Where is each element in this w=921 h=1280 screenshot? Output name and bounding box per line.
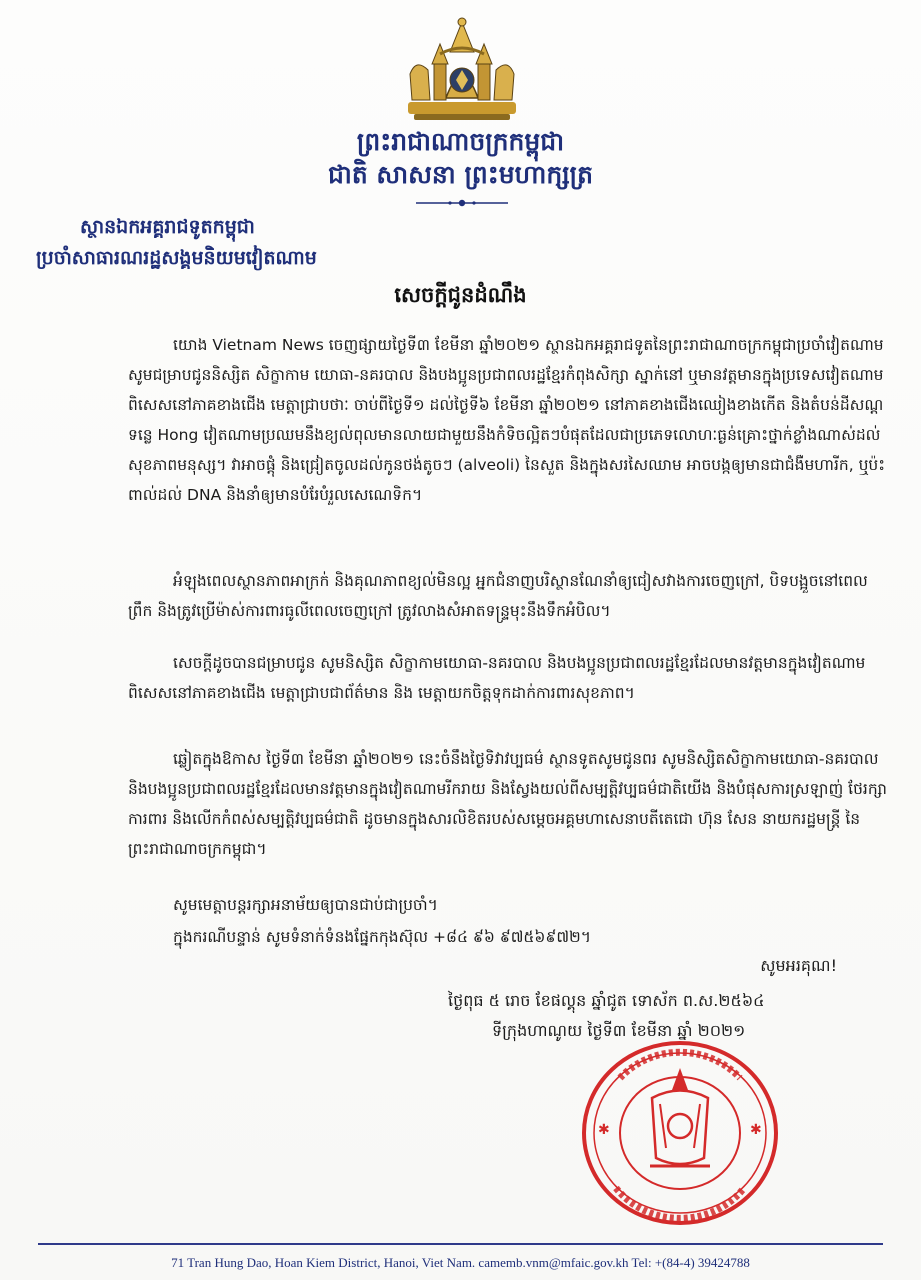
embassy-name: ស្ថានឯកអគ្គរាជទូតកម្ពុជា <box>80 216 255 238</box>
paragraph-hygiene: សូមមេត្តាបន្តរក្សាអនាម័យឲ្យបានជាប់ជាប្រចាំ។ <box>173 896 438 914</box>
closing-thanks: សូមអរគុណ! <box>760 956 837 975</box>
paragraph-information-notice: សេចក្ដីដូចបានជម្រាបជូន សូមនិស្សិត សិក្ខាកាមយោធា-នគរបាល និងបងប្អូនប្រជាពលរដ្ឋខ្មែរដែលមានវត្តមានក្នុងវៀតណាម ពិសេសនៅភាគខាងជើង មេត្តាជ្រាបជាព័ត៌មាន និង មេត្តាយកចិត្តទុកដាក់ការពារសុខភាព។ <box>128 654 866 702</box>
paragraph-health-advice: អំឡុងពេលស្ថានភាពអាក្រក់ និងគុណភាពខ្យល់មិនល្អ អ្នកជំនាញបរិស្ថានណែនាំឲ្យជៀសវាងការចេញក្រៅ, បិទបង្អួចនៅពេលព្រឹក និងត្រូវប្រើម៉ាស់ការពារធូលីពេលចេញក្រៅ ត្រូវលាងសំអាតទន្ទ្រមុះនឹងទឹកអំបិល។ <box>128 572 868 620</box>
national-motto: ជាតិ សាសនា ព្រះមហាក្សត្រ <box>328 160 593 189</box>
paragraph-emergency-contact: ក្នុងករណីបន្ទាន់ សូមទំនាក់ទំនងផ្នែកកុងស៊ុល +៨៤ ៩៦ ៩៧៥៦៩៧២។ <box>173 928 592 946</box>
lunar-date: ថ្ងៃពុធ ៥ រោច ខែផល្គុន ឆ្នាំជូត ទោស័ក ព.ស.២៥៦៤ <box>448 991 765 1010</box>
divider-ornament-icon <box>412 198 512 208</box>
footer-contact-address: 71 Tran Hung Dao, Hoan Kiem District, Hanoi, Viet Nam. camemb.vnm@mfaic.gov.kh Tel: +(84-4) 39424788 <box>171 1255 750 1270</box>
document-title: សេចក្តីជូនដំណឹង <box>394 283 527 307</box>
footer-divider <box>38 1243 883 1245</box>
svg-text:✱: ✱ <box>750 1122 762 1138</box>
embassy-location: ប្រចាំសាធារណរដ្ឋសង្គមនិយមវៀតណាម <box>36 247 317 269</box>
official-seal-stamp <box>580 1038 780 1228</box>
solar-date-location: ទីក្រុងហាណូយ ថ្ងៃទី៣ ខែមីនា ឆ្នាំ ២០២១ <box>492 1021 746 1040</box>
paragraph-air-pollution-notice: យោង Vietnam News ចេញផ្សាយថ្ងៃទី៣ ខែមីនា ឆ្នាំ២០២១ ស្ថានឯកអគ្គរាជទូតនៃព្រះរាជាណាចក្រកម្ពុជាប្រចាំវៀតណាម សូមជម្រាបជូននិស្សិត សិក្ខាកាម យោធា-នគរបាល និងបងប្អូនប្រជាពលរដ្ឋខ្មែរកំពុងសិក្សា ស្នាក់នៅ ឬមានវត្តមានក្នុងប្រទេសវៀតណាម ពិសេសនៅភាគខាងជើង មេត្តាជ្រាបថាៈ ចាប់ពីថ្ងៃទី១ ដល់ថ្ងៃទី៦ ខែមីនា ឆ្នាំ២០២១ នៅភាគខាងជើងឈៀងខាងកើត និងតំបន់ដីសណ្តទន្លេ Hong វៀតណាមប្រឈមនឹងខ្យល់ពុលមានលាយជាមួយនឹងកំទិចល្អិតៗបំផុតដែលជាប្រភេទលោហៈធ្ងន់គ្រោះថ្នាក់ខ្លាំងណាស់ដល់សុខភាពមនុស្ស។ វាអាចផ្ដុំ និងជ្រៀតចូលដល់កូនថង់តូចៗ (alveoli) នៃសួត និងក្នុងសរសៃឈាម អាចបង្កឲ្យមានជាជំងឺមហារីក, ឬប៉ះពាល់ដល់ DNA និងនាំឲ្យមានបំរែបំរួលសេណេទិក។ <box>128 336 886 504</box>
kingdom-title: ព្រះរាជាណាចក្រកម្ពុជា <box>356 127 565 156</box>
svg-text:✱: ✱ <box>598 1122 610 1138</box>
royal-coat-of-arms-emblem <box>400 14 524 126</box>
paragraph-culture-day: ឆ្លៀតក្នុងឱកាស ថ្ងៃទី៣ ខែមីនា ឆ្នាំ២០២១ នេះចំនឹងថ្ងៃទិវាវប្បធម៌ ស្ថានទូតសូមជូនពរ សូមនិស្សិតសិក្ខាកាមយោធា-នគរបាល និងបងប្អូនប្រជាពលរដ្ឋខ្មែរដែលមានវត្តមានក្នុងវៀតណាមរីករាយ និងស្វែងយល់ពីសម្បត្តិវប្បធម៌ជាតិយើង និងបំផុសការស្រឡាញ់ ថែរក្សា ការពារ និងលើកកំពស់សម្បត្តិវប្បធម៌ជាតិ ដូចមានក្នុងសារលិខិតរបស់សម្ដេចអគ្គមហាសេនាបតីតេជោ ហ៊ុន សែន នាយករដ្ឋមន្ត្រី នៃព្រះរាជាណាចក្រកម្ពុជា។ <box>128 750 887 858</box>
